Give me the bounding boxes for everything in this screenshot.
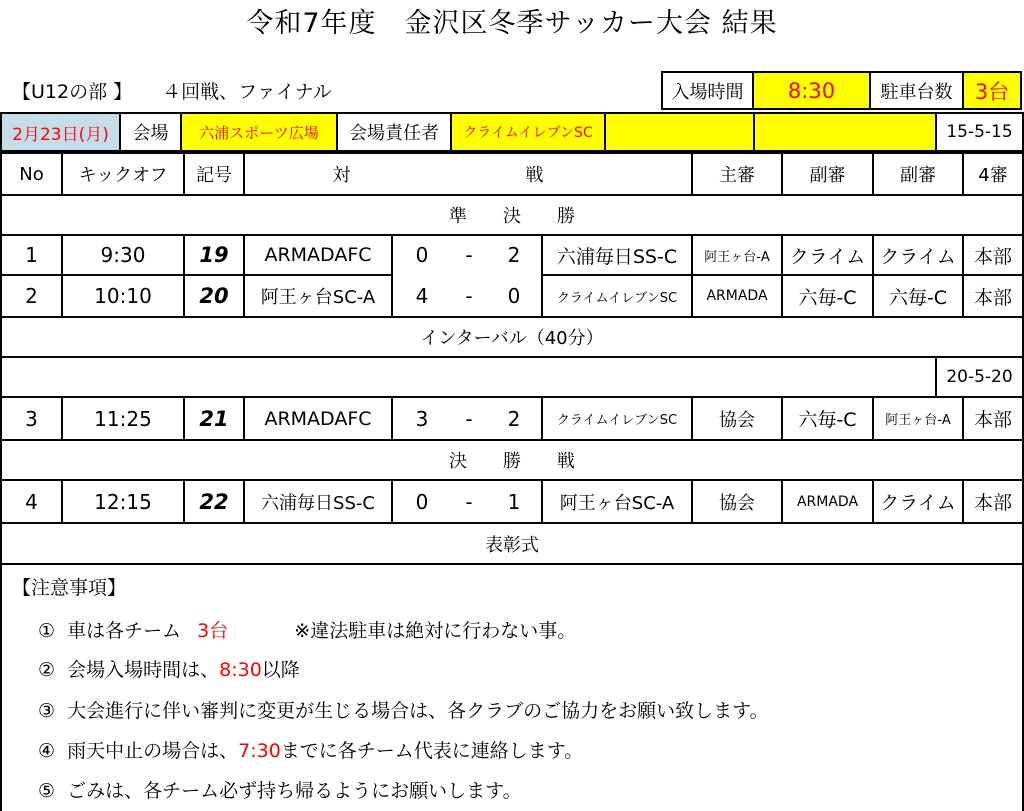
- match-1-home: ARMADAFC: [243, 234, 393, 276]
- section-final: 決 勝 戦: [0, 439, 1024, 481]
- match-4-away-score: 1: [507, 489, 521, 514]
- match-2-away-score: 0: [507, 284, 521, 308]
- note-4-text-b: までに各チーム代表に連絡します。: [280, 740, 584, 762]
- note-1-highlight: 3台: [197, 620, 229, 642]
- match-2-referee: ARMADA: [691, 274, 783, 318]
- note-2-number: ②: [38, 659, 56, 681]
- match-2-home-score: 4: [415, 284, 429, 308]
- match-3-dash: -: [465, 406, 473, 431]
- note-4-highlight: 7:30: [238, 740, 281, 762]
- blank-row: [0, 356, 937, 398]
- match-3-kickoff: 11:25: [61, 396, 185, 441]
- note-1-number: ①: [38, 620, 56, 642]
- parking-value: 3台: [962, 71, 1022, 110]
- match-1-dash: -: [465, 243, 473, 267]
- manager-value: クライムイレブンSC: [450, 112, 606, 152]
- col-assistant-2: 副審: [872, 152, 964, 196]
- match-3-home: ARMADAFC: [243, 396, 393, 441]
- match-4-kickoff: 12:15: [61, 479, 185, 524]
- match-2-dash: -: [465, 284, 473, 308]
- col-fourth: 4審: [962, 152, 1024, 196]
- match-4-no: 4: [0, 479, 63, 524]
- note-4-number: ④: [38, 740, 56, 762]
- division-label: 【U12の部 】: [12, 80, 133, 103]
- match-2-away: クライムイレブンSC: [541, 274, 693, 318]
- match-2-code: 20: [183, 274, 245, 318]
- extra-cell-1: [604, 112, 755, 152]
- match-4-dash: -: [465, 489, 473, 514]
- match-3-code: 21: [183, 396, 245, 441]
- match-3-no: 3: [0, 396, 63, 441]
- parking-label: 駐車台数: [869, 71, 964, 110]
- format-1: 15-5-15: [935, 112, 1024, 152]
- note-3-text: 大会進行に伴い審判に変更が生じる場合は、各クラブのご協力をお願い致します。: [67, 700, 769, 722]
- match-4-code: 22: [183, 479, 245, 524]
- col-vs: 対: [332, 165, 351, 186]
- extra-cell-2: [753, 112, 937, 152]
- note-5: [38, 776, 522, 803]
- note-3-number: ③: [38, 700, 56, 722]
- match-1-fourth: 本部: [962, 234, 1024, 276]
- match-4-assistant-1: ARMADA: [781, 479, 874, 524]
- round-label: ４回戦、ファイナル: [162, 80, 332, 103]
- match-3-home-score: 3: [415, 406, 429, 431]
- manager-label: 会場責任者: [336, 112, 452, 152]
- col-match: [243, 152, 693, 196]
- section-interval: インターバル（40分）: [0, 316, 1024, 358]
- notes-heading: 【注意事項】: [12, 577, 127, 599]
- match-3-away-score: 2: [507, 406, 521, 431]
- note-1-text-a: 車は各チーム: [67, 620, 182, 642]
- match-4-home-score: 0: [415, 489, 429, 514]
- venue-value: 六浦スポーツ広場: [180, 112, 338, 152]
- entry-time-label: 入場時間: [661, 71, 754, 110]
- page-title: 令和7年度 金沢区冬季サッカー大会 結果: [246, 8, 778, 39]
- section-semifinal: 準 決 勝: [0, 194, 1024, 236]
- match-1-assistant-2: クライム: [872, 234, 964, 276]
- match-4-fourth: 本部: [962, 479, 1024, 524]
- match-4-referee: 協会: [691, 479, 783, 524]
- col-referee: 主審: [691, 152, 783, 196]
- col-match-2: 戦: [525, 165, 544, 186]
- match-1-away-score: 2: [507, 243, 521, 267]
- section-ceremony: 表彰式: [0, 522, 1024, 565]
- venue-label: 会場: [119, 112, 182, 152]
- note-4: [38, 736, 583, 763]
- format-2: 20-5-20: [935, 356, 1024, 398]
- note-2-highlight: 8:30: [219, 659, 262, 681]
- note-5-text: ごみは、各チーム必ず持ち帰るようにお願いします。: [67, 780, 522, 802]
- note-2-text-a: 会場入場時間は、: [67, 659, 220, 681]
- note-1-text-b: ※違法駐車は絶対に行わない事。: [294, 620, 577, 642]
- notes-box: [0, 563, 1024, 811]
- note-2: [38, 655, 300, 682]
- entry-time-value: 8:30: [752, 71, 871, 110]
- header-info: [2, 72, 402, 108]
- note-1: [38, 616, 576, 643]
- match-3-away: クライムイレブンSC: [541, 396, 693, 441]
- match-1-home-score: 0: [415, 243, 429, 267]
- note-5-number: ⑤: [38, 780, 56, 802]
- match-3-fourth: 本部: [962, 396, 1024, 441]
- note-2-text-b: 以降: [261, 659, 300, 681]
- match-3-assistant-2: 阿王ヶ台-A: [872, 396, 964, 441]
- match-1-away: 六浦毎日SS-C: [541, 234, 693, 276]
- match-1-no: 1: [0, 234, 63, 276]
- match-3-referee: 協会: [691, 396, 783, 441]
- match-2-assistant-1: 六毎-C: [781, 274, 874, 318]
- match-2-fourth: 本部: [962, 274, 1024, 318]
- match-2-home: 阿王ヶ台SC-A: [243, 274, 393, 318]
- match-4-away: 阿王ヶ台SC-A: [541, 479, 693, 524]
- match-1-referee: 阿王ヶ台-A: [691, 234, 783, 276]
- note-4-text-a: 雨天中止の場合は、: [67, 740, 239, 762]
- match-1-assistant-1: クライム: [781, 234, 874, 276]
- note-3: [38, 696, 769, 723]
- match-2-kickoff: 10:10: [61, 274, 185, 318]
- col-assistant-1: 副審: [781, 152, 874, 196]
- match-1-code: 19: [183, 234, 245, 276]
- match-2-assistant-2: 六毎-C: [872, 274, 964, 318]
- match-1-kickoff: 9:30: [61, 234, 185, 276]
- match-4-assistant-2: クライム: [872, 479, 964, 524]
- match-4-home: 六浦毎日SS-C: [243, 479, 393, 524]
- match-2-no: 2: [0, 274, 63, 318]
- match-date: 2月23日(月): [0, 112, 121, 152]
- col-no: No: [0, 152, 63, 196]
- col-kickoff: キックオフ: [61, 152, 185, 196]
- col-code: 記号: [183, 152, 245, 196]
- match-3-assistant-1: 六毎-C: [781, 396, 874, 441]
